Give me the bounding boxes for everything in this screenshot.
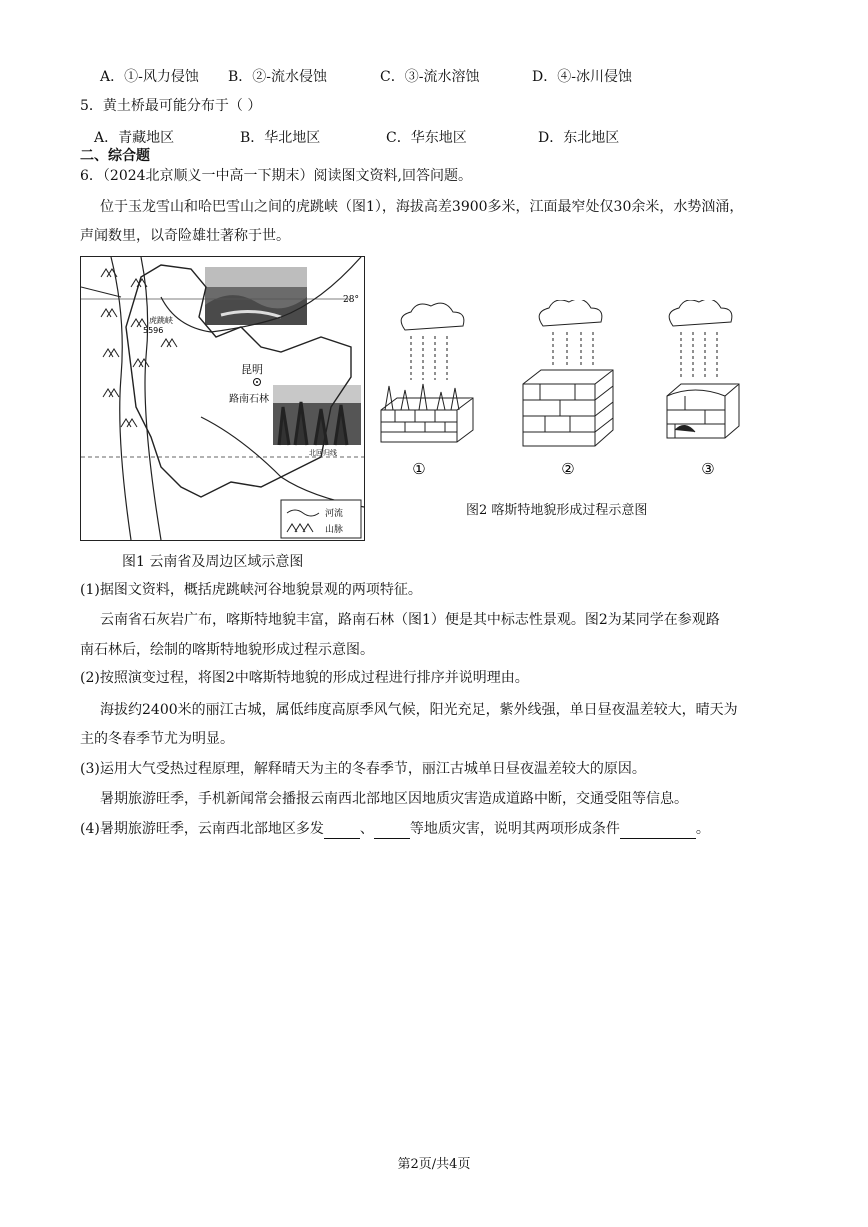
answer-blank-3[interactable]	[620, 824, 696, 839]
q6-para3-line2: 主的冬春季节尤为明显。	[80, 731, 234, 747]
fig1-caption: 图1 云南省及周边区域示意图	[122, 554, 304, 570]
q6-sub4-text-b: 、	[359, 821, 374, 837]
q6-sub4-text-a: (4)暑期旅游旺季，云南西北部地区多发	[80, 821, 324, 837]
q5-choice-b: B．华北地区	[240, 130, 321, 146]
map-legend	[281, 500, 361, 538]
q6-para1-line1: 位于玉龙雪山和哈巴雪山之间的虎跳峡（图1），海拔高差3900多米，江面最窄处仅30余米，水势汹涌，	[100, 199, 744, 215]
yunnan-map	[80, 256, 365, 541]
q6-para3-line1: 海拔约2400米的丽江古城，属低纬度高原季风气候，阳光充足，紫外线强，单日昼夜温差较大，晴天为	[100, 702, 738, 718]
stage-2	[523, 300, 613, 446]
q4-choice-b: B．②-流水侵蚀	[228, 69, 328, 85]
q6-para2-line2: 南石林后，绘制的喀斯特地貌形成过程示意图。	[80, 642, 374, 658]
q6-header: 6．（2024北京顺义一中高一下期末）阅读图文资料,回答问题。	[80, 168, 472, 184]
q6-sub3: (3)运用大气受热过程原理，解释晴天为主的冬春季节，丽江古城单日昼夜温差较大的原因。	[80, 761, 646, 777]
stage-2-label: ②	[561, 460, 575, 478]
q4-choice-d: D．④-冰川侵蚀	[532, 69, 632, 85]
q6-sub1: (1)据图文资料，概括虎跳峡河谷地貌景观的两项特征。	[80, 582, 422, 598]
karst-figure	[375, 300, 755, 480]
answer-blank-1[interactable]	[324, 824, 360, 839]
map-svg	[81, 257, 364, 540]
legend-river: 河流	[325, 509, 344, 519]
lat-label: 28°	[343, 295, 359, 305]
stage-3	[667, 300, 739, 438]
lunan-label: 路南石林	[229, 394, 269, 405]
stage-1	[381, 303, 473, 442]
q6-sub2: (2)按照演变过程，将图2中喀斯特地貌的形成过程进行排序并说明理由。	[80, 670, 529, 686]
kunming-label: 昆明	[241, 363, 263, 376]
q5-choice-d: D．东北地区	[538, 130, 620, 146]
q6-sub4-text-d: 。	[695, 821, 710, 837]
q5-question: 5．黄土桥最可能分布于（ ）	[80, 98, 262, 114]
peak-height-label: 5596	[143, 326, 164, 335]
q6-para1-line2: 声闻数里，以奇险雄壮著称于世。	[80, 228, 290, 244]
stage-1-label: ①	[412, 460, 426, 478]
q5-choices	[94, 127, 619, 147]
q4-choice-a: A．①-风力侵蚀	[100, 69, 199, 85]
karst-svg	[375, 300, 755, 480]
q6-sub4-text-c: 等地质灾害，说明其两项形成条件	[409, 821, 620, 837]
q5-choice-c: C．华东地区	[386, 130, 467, 146]
q6-para4: 暑期旅游旺季，手机新闻常会播报云南西北部地区因地质灾害造成道路中断，交通受阻等信息。	[100, 791, 688, 807]
section-title: 二、综合题	[80, 148, 150, 164]
q6-sub4	[80, 819, 710, 839]
fig2-caption: 图2 喀斯特地貌形成过程示意图	[466, 503, 648, 518]
page-footer: 第2页/共4页	[397, 1157, 471, 1172]
answer-blank-2[interactable]	[374, 824, 410, 839]
q5-choice-a: A．青藏地区	[94, 130, 175, 146]
legend-mountain: 山脉	[325, 525, 344, 535]
tropic-label: 北回归线	[309, 449, 337, 457]
q4-choices	[100, 66, 632, 86]
tiger-leaping-label: 虎跳峡	[149, 316, 173, 325]
q6-para2-line1: 云南省石灰岩广布，喀斯特地貌丰富，路南石林（图1）便是其中标志性景观。图2为某同学在参观路	[100, 612, 720, 628]
stage-3-label: ③	[701, 460, 715, 478]
q4-choice-c: C．③-流水溶蚀	[380, 69, 480, 85]
